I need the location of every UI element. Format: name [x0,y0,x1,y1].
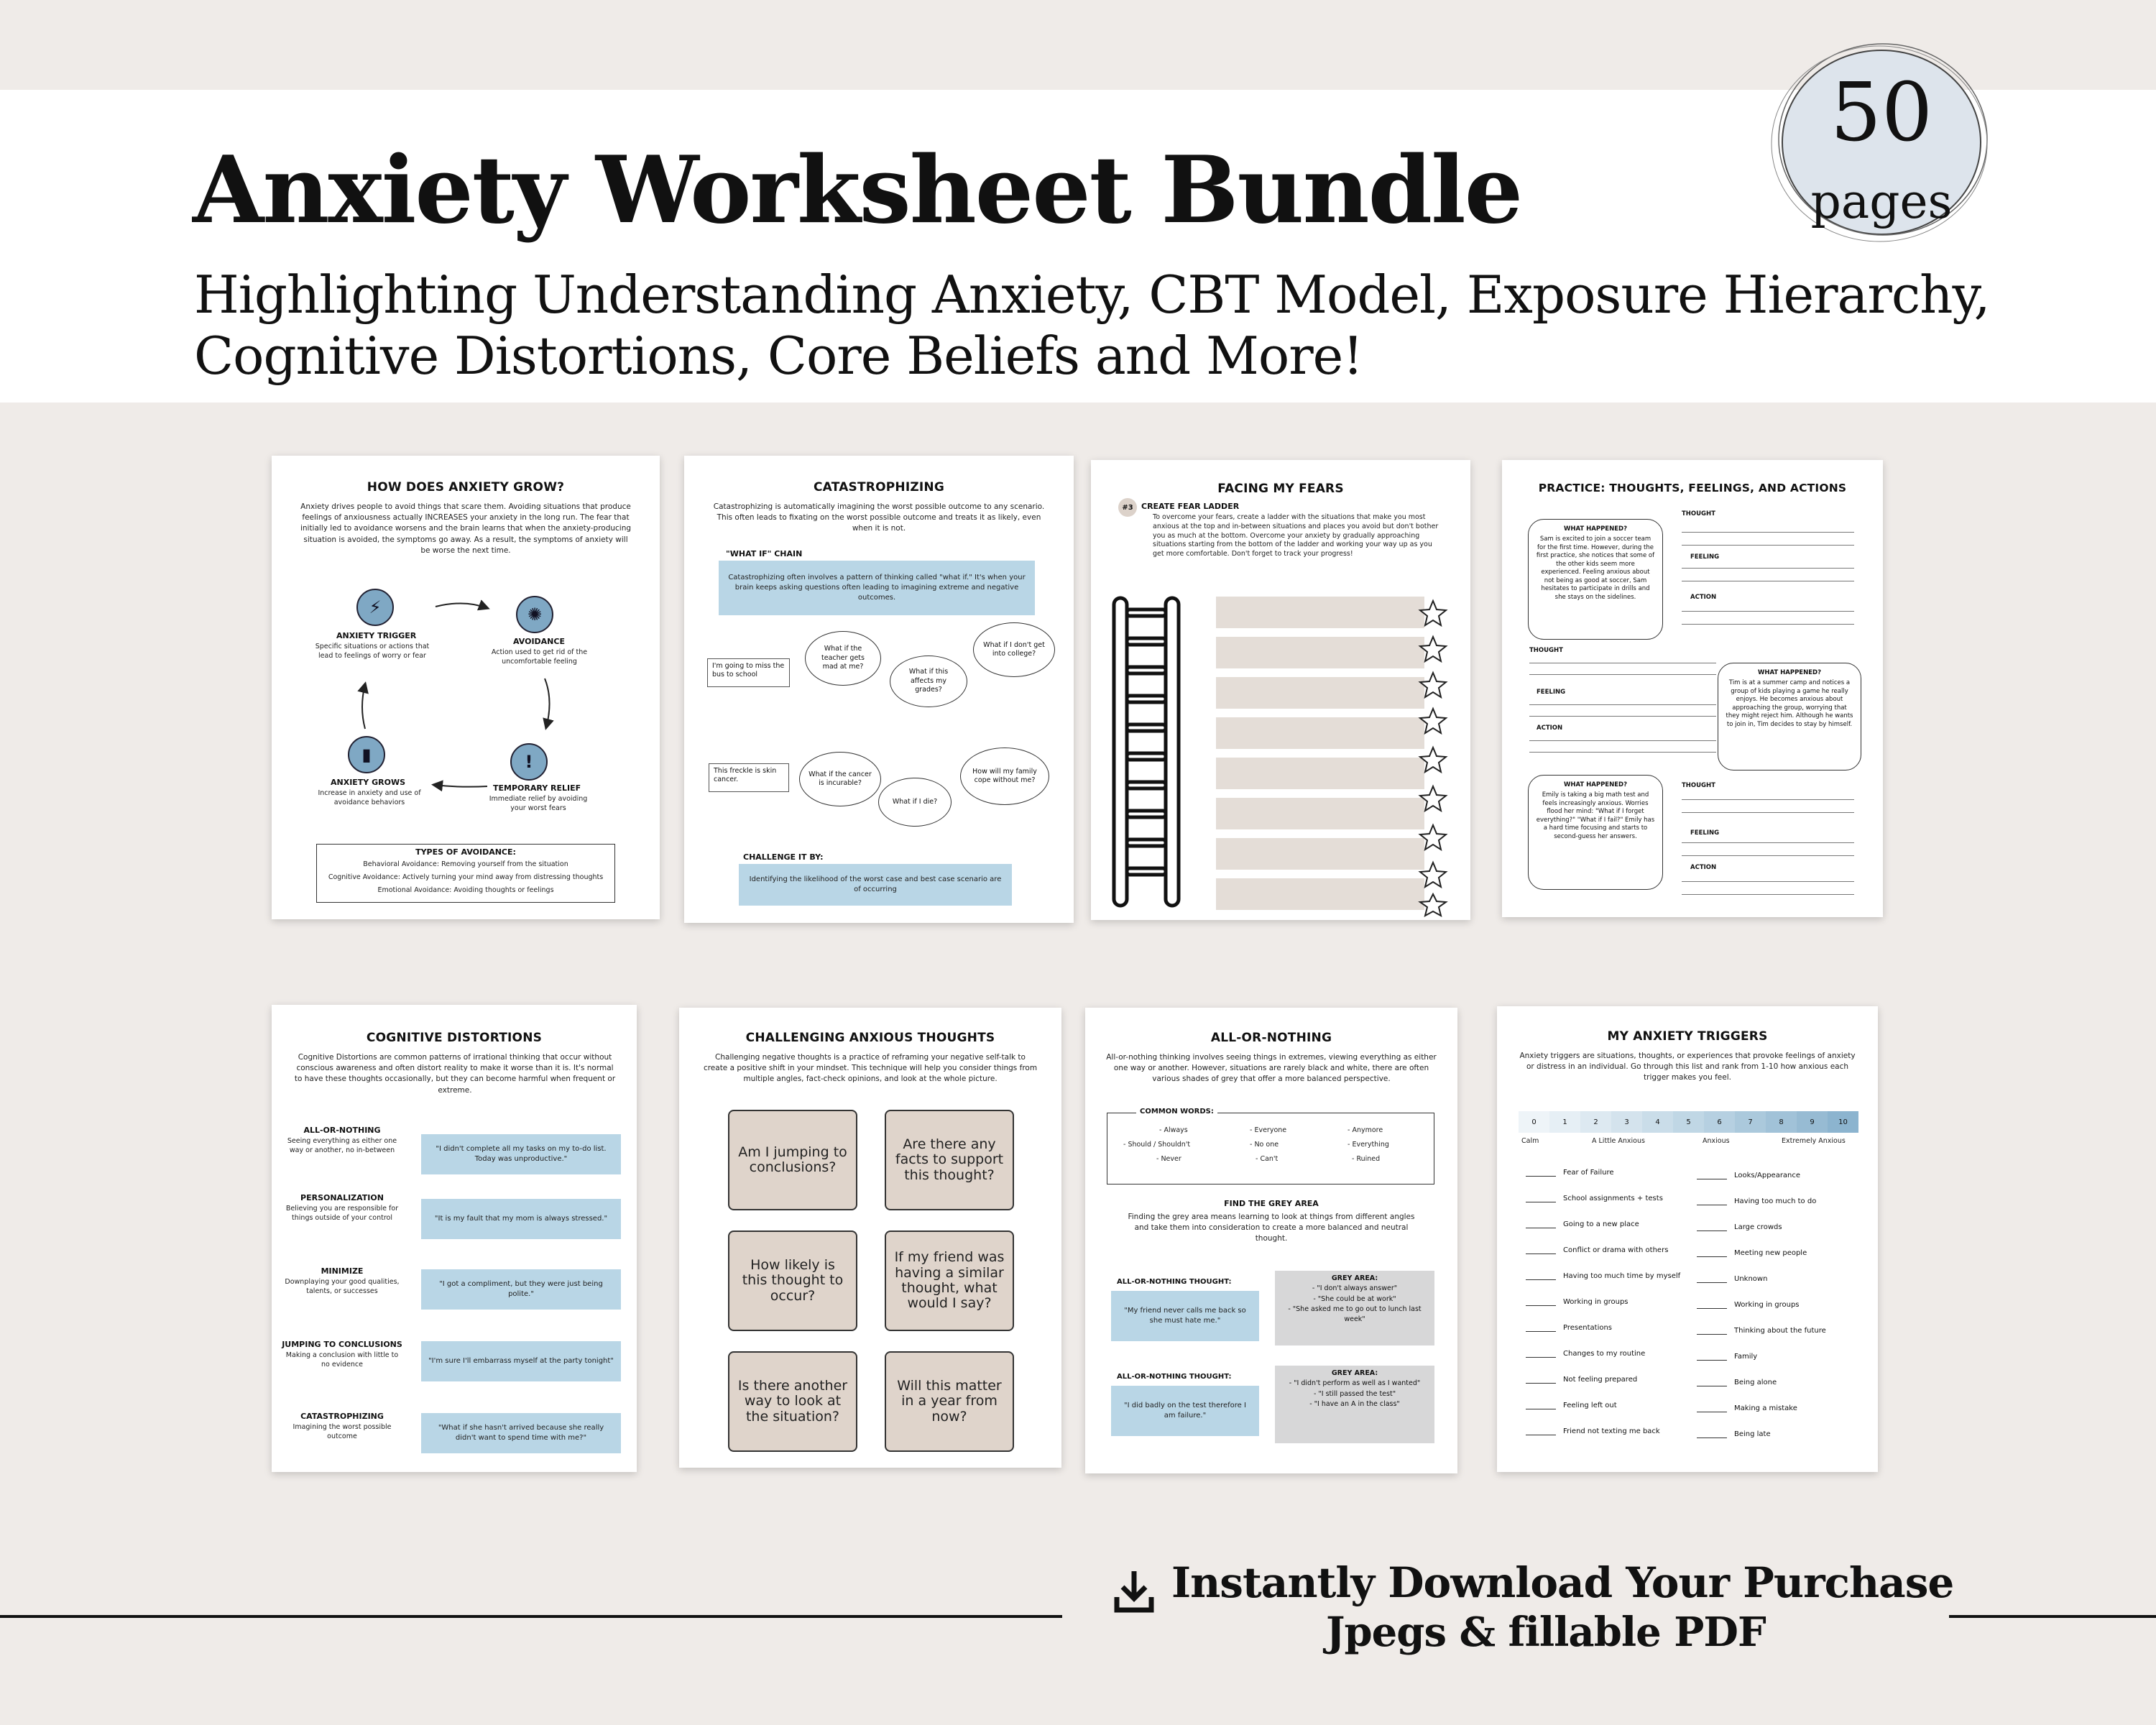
anxiety-scale [1519,1111,1858,1133]
distortion-example: "I didn't complete all my tasks on my to-do list. Today was unproductive." [421,1134,621,1174]
thought-label: THOUGHT [1529,647,1563,654]
scale-step: 2 [1580,1111,1611,1133]
distortion-definition: Downplaying your good qualities, talents, or successes [285,1278,400,1295]
example-statement-1: I'm going to miss the bus to school [707,658,790,687]
trigger-item: Working in groups [1734,1301,1800,1309]
star-icon [1420,786,1446,811]
scenario-heading: WHAT HAPPENED? [1563,781,1628,788]
thought-cloud: What if the teacher gets mad at me? [805,631,881,686]
worksheet-intro: Anxiety triggers are situations, thoughts, or experiences that provoke feelings of anxiety or distress in an individual. Go through this list and rank from 1-10 how anxious each trigger makes you feel. [1519,1052,1856,1082]
trigger-item: Family [1734,1353,1758,1361]
worksheet-title: HOW DOES ANXIETY GROW? [367,480,565,494]
worksheet-intro: Cognitive Distortions are common patterns of irrational thinking that occur without conscious awareness and often distort reality to make it worse than it is. It's normal to have these thoughts occasionally, but they can become harmful when frequent or extreme. [294,1053,616,1095]
star-icon [1420,601,1446,625]
trigger-item: Conflict or drama with others [1563,1246,1669,1254]
page-title: Anxiety Worksheet Bundle [193,137,1522,244]
example-statement-2: This freckle is skin cancer. [709,763,789,792]
worksheet-title: MY ANXIETY TRIGGERS [1607,1029,1768,1044]
worksheet-title: COGNITIVE DISTORTIONS [366,1031,543,1045]
grey-area-text: Finding the grey area means learning to look at things from different angles and take them into consideration to create a more balanced and neutral thought. [1128,1213,1415,1243]
trigger-item: Looks/Appearance [1734,1172,1801,1179]
feeling-label: FEELING [1537,689,1566,696]
worksheet-catastrophizing [684,456,1074,923]
scenario-heading: WHAT HAPPENED? [1563,525,1628,533]
common-word: - Always [1159,1126,1188,1134]
trigger-text: Specific situations or actions that lead to feelings of worry or fear [315,643,430,660]
trigger-item: Being late [1734,1430,1771,1438]
distortion-heading: ALL-OR-NOTHING [303,1126,381,1135]
footer-divider-right [1949,1615,2156,1618]
scale-step: 0 [1519,1111,1549,1133]
question-card: Am I jumping to conclusions? [728,1110,857,1210]
common-words-box [1107,1108,1434,1184]
star-icon [1420,894,1446,916]
scale-step: 5 [1673,1111,1704,1133]
action-label: ACTION [1690,594,1717,601]
scale-step: 8 [1766,1111,1797,1133]
relief-text: Immediate relief by avoiding your worst fears [489,795,588,812]
scale-label: Anxious [1703,1137,1730,1145]
trigger-item: Friend not texting me back [1563,1427,1660,1435]
worksheet-intro: Anxiety drives people to avoid things that scare them. Avoiding situations that produce feelings of anxiousness actually INCREASES your anxiety in the long run. The fear that initially led to avoidance worsens and the brain learns that when the anxiety-producing situation is avoided, the symptoms go away. As a result, the symptoms of anxiety will be worse the next time. [300,502,632,555]
question-card: Are there any facts to support this thought? [885,1110,1014,1210]
relief-heading: TEMPORARY RELIEF [493,783,581,793]
trigger-item: Feeling left out [1563,1402,1617,1409]
chain-text: Catastrophizing often involves a pattern of thinking called "what if." It's when your brain keeps asking questions often leading to imagining extreme and negative outcomes. [719,561,1035,615]
distortion-example: "I'm sure I'll embarrass myself at the party tonight" [421,1341,621,1381]
grey-area-label: GREY AREA: [1331,1274,1378,1282]
common-word: - Should / Shouldn't [1123,1141,1191,1149]
trigger-item: Having too much time by myself [1563,1272,1681,1280]
common-words-heading: COMMON WORDS: [1136,1108,1217,1116]
scale-step: 9 [1797,1111,1828,1133]
common-word: - Everyone [1250,1126,1287,1134]
scale-label: A Little Anxious [1592,1137,1645,1145]
grey-area-item: - "She could be at work" [1313,1294,1396,1303]
grey-area-item: - "I don't always answer" [1312,1284,1398,1293]
grey-area-box [1275,1271,1434,1346]
trigger-item: Large crowds [1734,1223,1782,1231]
worksheet-all-or-nothing [1085,1008,1457,1473]
page-count-badge [1769,37,1994,246]
type-behavioral: Behavioral Avoidance: Removing yourself from the situation [363,860,568,868]
trigger-item: Going to a new place [1563,1220,1639,1228]
distortion-definition: Seeing everything as either one way or another, no in-between [287,1137,397,1154]
thought-label: THOUGHT [1682,782,1715,789]
scale-step: 4 [1642,1111,1673,1133]
trigger-item: Having too much to do [1734,1197,1817,1205]
thought-cloud: What if this affects my grades? [890,656,967,707]
star-icon [1420,825,1446,850]
scale-step: 7 [1735,1111,1766,1133]
worksheet-title: ALL-OR-NOTHING [1210,1031,1332,1045]
trigger-item: School assignments + tests [1563,1195,1663,1202]
download-label: Instantly Download Your Purchase [1171,1558,1954,1607]
star-icon [1420,673,1446,697]
aon-thought: "I did badly on the test therefore I am failure." [1111,1386,1259,1436]
distortion-heading: CATASTROPHIZING [300,1412,384,1421]
trigger-item: Unknown [1734,1275,1768,1283]
distortion-heading: MINIMIZE [321,1266,364,1276]
fear-ladder-heading: CREATE FEAR LADDER [1141,502,1240,511]
scenario-cloud [1718,663,1861,770]
subtitle-line-2: Cognitive Distortions, Core Beliefs and More! [194,326,1363,386]
star-icons [1091,460,1470,920]
star-icon [1420,709,1446,733]
scenario-heading: WHAT HAPPENED? [1757,669,1822,676]
scenario-cloud [1528,519,1663,640]
badge-unit: pages [1810,174,1953,229]
trigger-item: Changes to my routine [1563,1350,1646,1358]
scale-step: 6 [1704,1111,1735,1133]
common-word: - Everything [1348,1141,1389,1149]
scale-step: 1 [1549,1111,1580,1133]
distortion-example: "What if she hasn't arrived because she really didn't want to spend time with me?" [421,1413,621,1453]
distortion-definition: Imagining the worst possible outcome [292,1423,392,1440]
star-icon [1420,748,1446,772]
thought-cloud: How will my family cope without me? [960,748,1049,805]
thought-cloud: What if I die? [878,778,952,827]
thought-cloud: What if the cancer is incurable? [799,752,881,806]
star-icon [1420,637,1446,661]
trigger-item: Working in groups [1563,1298,1628,1306]
question-card: Will this matter in a year from now? [885,1351,1014,1452]
grows-heading: ANXIETY GROWS [331,778,406,787]
brain-icon: ✺ [516,596,553,633]
trigger-item: Meeting new people [1734,1249,1807,1257]
worksheet-title: CHALLENGING ANXIOUS THOUGHTS [745,1031,995,1045]
trigger-item: Fear of Failure [1563,1169,1614,1177]
aon-heading: ALL-OR-NOTHING THOUGHT: [1117,1278,1232,1286]
scale-label: Extremely Anxious [1782,1137,1846,1145]
scale-label: Calm [1521,1137,1539,1145]
challenge-text: Identifying the likelihood of the worst case and best case scenario are of occurring [739,864,1012,906]
scale-step: 10 [1828,1111,1858,1133]
distortion-example: "It is my fault that my mom is always stressed." [421,1199,621,1239]
step-badge: #3 [1118,498,1137,517]
grey-area-item: - "I have an A in the class" [1309,1399,1400,1408]
feeling-label: FEELING [1690,829,1720,837]
worksheet-intro: All-or-nothing thinking involves seeing things in extremes, viewing everything as either one way or another. However, situations are rarely black and white, there are often various shades of grey that offer a more balanced perspective. [1106,1053,1437,1084]
avoidance-text: Action used to get rid of the uncomfortable feeling [491,648,588,666]
common-word: - No one [1250,1141,1279,1149]
grey-area-item: - "I still passed the test" [1313,1389,1396,1398]
question-card: Is there another way to look at the situation? [728,1351,857,1452]
trigger-item: Being alone [1734,1379,1777,1386]
types-heading: TYPES OF AVOIDANCE: [415,847,516,857]
worksheet-title: FACING MY FEARS [1217,482,1344,496]
lightning-icon: ⚡ [356,589,394,626]
common-word: - Never [1156,1155,1181,1163]
challenge-heading: CHALLENGE IT BY: [743,852,824,862]
action-label: ACTION [1537,724,1563,732]
grey-area-box [1275,1366,1434,1443]
worksheet-challenging-thoughts [679,1008,1061,1468]
trigger-item: Presentations [1563,1324,1613,1332]
trigger-item: Making a mistake [1734,1404,1797,1412]
distortion-definition: Making a conclusion with little to no evidence [285,1351,399,1368]
footer-divider-left [0,1615,1062,1618]
grey-area-item: - "I didn't perform as well as I wanted" [1289,1379,1421,1388]
avoidance-heading: AVOIDANCE [513,637,565,646]
type-emotional: Emotional Avoidance: Avoiding thoughts or feelings [377,886,554,894]
thought-cloud: What if I don't get into college? [973,622,1055,677]
worksheet-anxiety-triggers [1497,1006,1878,1472]
worksheet-how-anxiety-grows [272,456,660,919]
common-word: - Ruined [1352,1155,1381,1163]
action-label: ACTION [1690,864,1717,871]
feeling-label: FEELING [1690,553,1720,561]
worksheet-title: CATASTROPHIZING [814,480,944,494]
scenario-cloud [1528,775,1663,890]
grey-area-label: GREY AREA: [1331,1369,1378,1377]
distortion-definition: Believing you are responsible for things outside of your control [285,1205,399,1222]
download-icon [1112,1568,1156,1616]
grows-text: Increase in anxiety and use of avoidance behaviors [318,789,421,806]
common-word: - Can't [1256,1155,1279,1163]
badge-number: 50 [1830,66,1933,160]
scenario-text: Sam is excited to join a soccer team for the first time. However, during the first practice, she notices that some of the other kids seem more experienced. Feeling anxious about not being as good at soccer, Sam hesitates to participate in drills and she stays on the sidelines. [1536,535,1655,601]
worksheet-practice [1502,460,1883,917]
trigger-item: Not feeling prepared [1563,1376,1638,1384]
thought-label: THOUGHT [1682,510,1715,518]
scenario-text: Emily is taking a big math test and feels increasingly anxious. Worries flood her mind: "What if I forget everything?" "What if I fail?" Emily has a hard time focusing and starts to second-guess her answers. [1536,791,1655,840]
question-card: How likely is this thought to occur? [728,1230,857,1331]
type-cognitive: Cognitive Avoidance: Actively turning your mind away from distressing thoughts [328,873,604,881]
avoidance-types-box [316,844,615,903]
chart-growth-icon: ▮ [348,736,385,773]
aon-thought: "My friend never calls me back so she must hate me." [1111,1291,1259,1341]
question-card: If my friend was having a similar thought, what would I say? [885,1230,1014,1331]
worksheet-cognitive-distortions [272,1005,637,1472]
distortion-heading: JUMPING TO CONCLUSIONS [282,1340,402,1349]
alert-icon: ! [510,743,548,781]
common-word: - Anymore [1348,1126,1383,1134]
distortion-example: "I got a compliment, but they were just being polite." [421,1269,621,1310]
grey-area-heading: FIND THE GREY AREA [1224,1199,1319,1208]
trigger-item: Thinking about the future [1734,1327,1826,1335]
star-icon [1420,862,1446,887]
chain-heading: "WHAT IF" CHAIN [726,549,803,558]
aon-heading: ALL-OR-NOTHING THOUGHT: [1117,1373,1232,1381]
format-label: Jpegs & fillable PDF [1326,1609,1766,1656]
worksheet-title: PRACTICE: THOUGHTS, FEELINGS, AND ACTIONS [1538,482,1847,494]
scale-step: 3 [1611,1111,1642,1133]
subtitle-line-1: Highlighting Understanding Anxiety, CBT Model, Exposure Hierarchy, [194,264,1990,325]
worksheet-intro: Challenging negative thoughts is a practice of reframing your negative self-talk to create a positive shift in your mindset. This technique will help you consider things from multiple angles, fact-check opinions, and look at the whole picture. [703,1053,1038,1084]
trigger-heading: ANXIETY TRIGGER [336,631,417,640]
grey-area-item: - "She asked me to go out to lunch last week" [1288,1305,1422,1323]
distortion-heading: PERSONALIZATION [300,1193,384,1202]
scenario-text: Tim is at a summer camp and notices a group of kids playing a game he really enjoys. He becomes anxious about approaching the group, worrying that they might reject him. Although he wants to join in, Tim decides to stay by himself. [1726,679,1853,728]
worksheet-intro: To overcome your fears, create a ladder with the situations that make you most anxious at the top and in-between situations and places you avoid but don't bother you as much at the bottom. Overcome your anxiety by gradually approaching situations starting from the bottom of the ladder and working your way up as you get more comfortable. Don't forget to track your progress! [1153,513,1439,558]
worksheet-facing-my-fears [1091,460,1470,920]
worksheet-intro: Catastrophizing is automatically imagining the worst possible outcome to any scenario. This often leads to fixating on the worst possible outcome and treats it as likely, even when it is not. [713,502,1045,533]
